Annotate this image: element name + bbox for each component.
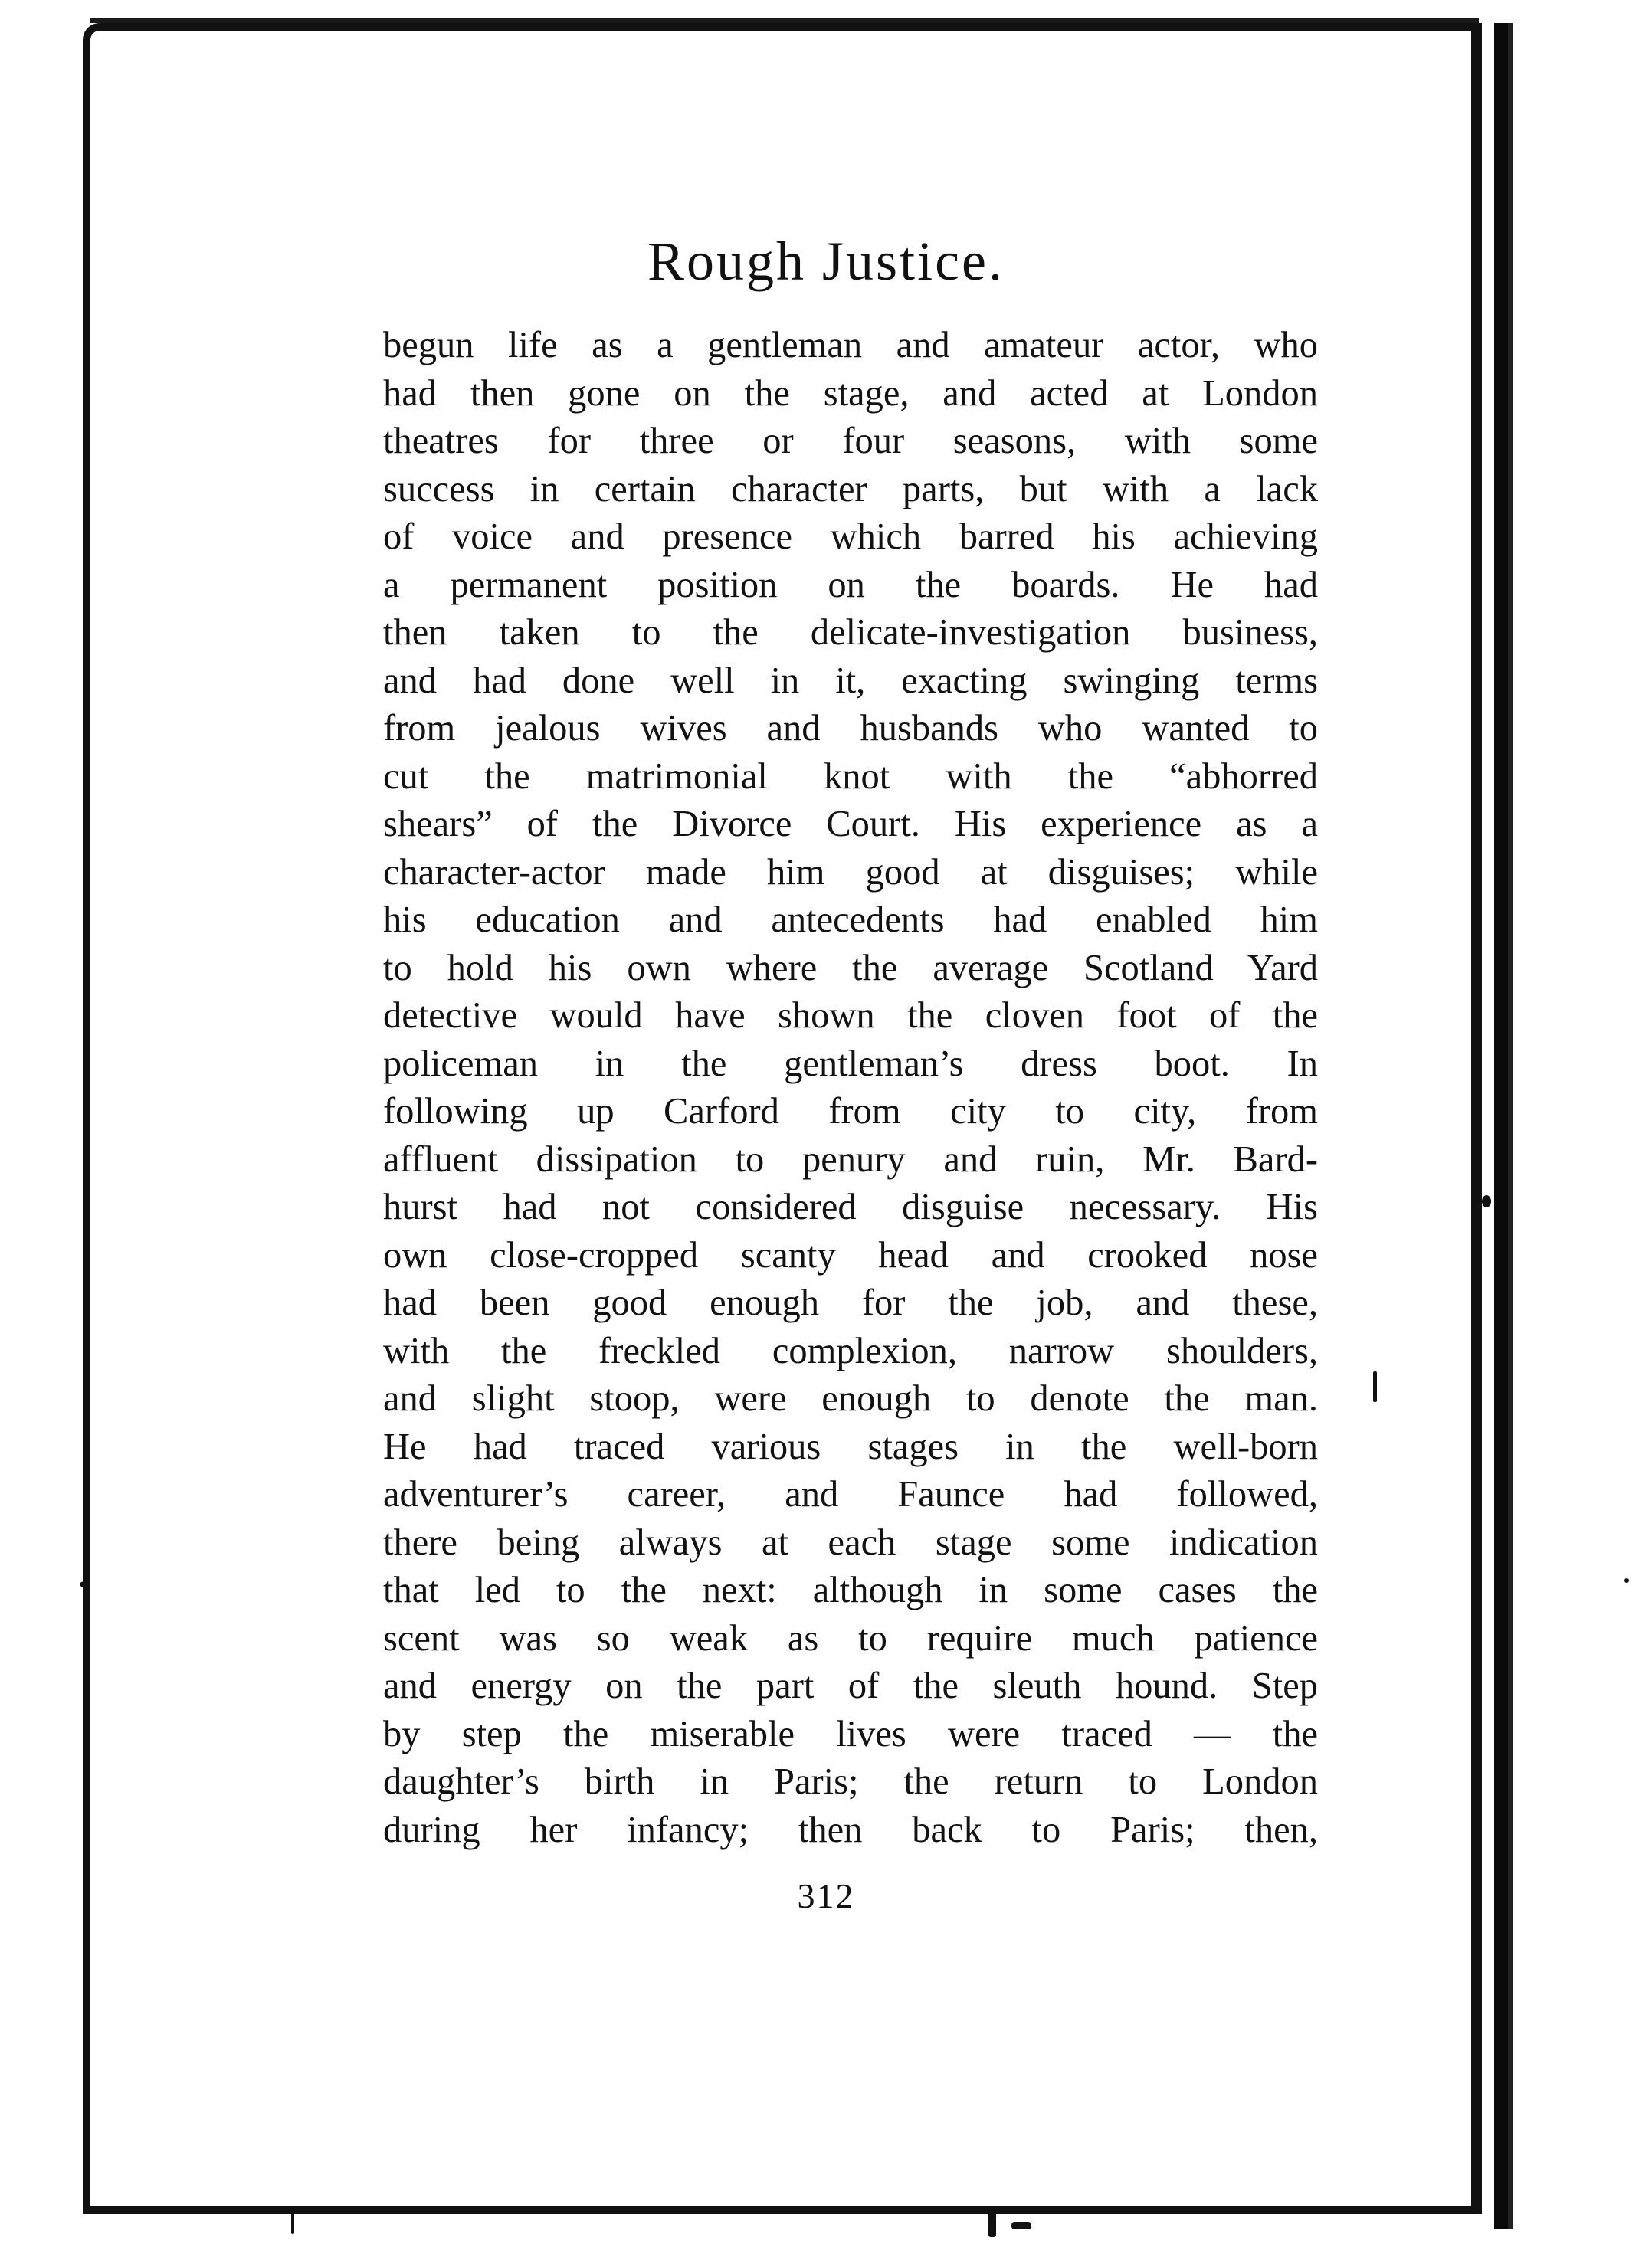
scan-speck	[988, 2206, 996, 2237]
text-line: a permanent position on the boards. He had	[383, 564, 1318, 605]
page-number: 312	[797, 1876, 855, 1915]
text-line: daughter’s birth in Paris; the return to London	[383, 1761, 1318, 1802]
running-head: Rough Justice.	[647, 231, 1005, 292]
text-line: had been good enough for the job, and these,	[383, 1283, 1318, 1323]
text-line: that led to the next: although in some cases the	[383, 1570, 1318, 1610]
scan-speck	[1373, 1371, 1377, 1402]
text-line: there being always at each stage some indication	[383, 1522, 1318, 1563]
body-text	[383, 322, 1318, 1854]
text-line: cut the matrimonial knot with the “abhorred	[383, 755, 1318, 797]
text-line: his education and antecedents had enabled him	[383, 899, 1318, 940]
text-line: had then gone on the stage, and acted at London	[383, 372, 1318, 414]
text-line: and slight stoop, were enough to denote the man.	[383, 1378, 1318, 1419]
text-line: shears” of the Divorce Court. His experience as a	[383, 804, 1318, 844]
text-line: begun life as a gentleman and amateur actor, who	[383, 325, 1318, 365]
text-line: from jealous wives and husbands who wanted to	[383, 708, 1318, 749]
text-line: of voice and presence which barred his achieving	[383, 516, 1318, 557]
text-line: hurst had not considered disguise necessary. His	[383, 1187, 1318, 1227]
text-line: He had traced various stages in the well-born	[383, 1426, 1318, 1467]
scan-speck	[1624, 1578, 1629, 1583]
scan-speck	[291, 2206, 294, 2234]
text-line: and had done well in it, exacting swinging terms	[383, 660, 1318, 701]
text-line: character-actor made him good at disguises; while	[383, 851, 1318, 893]
text-line: and energy on the part of the sleuth hound. Step	[383, 1666, 1318, 1706]
text-line: own close-cropped scanty head and crooked nose	[383, 1234, 1318, 1276]
text-line: affluent dissipation to penury and ruin, Mr. Bard-	[383, 1138, 1318, 1180]
text-line: success in certain character parts, but with a lack	[383, 468, 1318, 509]
text-line: scent was so weak as to require much patience	[383, 1617, 1318, 1659]
scan-speck	[80, 1581, 90, 1587]
text-line: adventurer’s career, and Faunce had followed,	[383, 1474, 1318, 1515]
text-line: theatres for three or four seasons, with some	[383, 421, 1318, 461]
text-line: detective would have shown the cloven foot of the	[383, 995, 1318, 1036]
scan-speck	[1011, 2222, 1031, 2229]
text-line: policeman in the gentleman’s dress boot. In	[383, 1043, 1318, 1084]
text-line: by step the miserable lives were traced — the	[383, 1713, 1318, 1754]
scan-speck	[1482, 1195, 1491, 1207]
text-line: during her infancy; then back to Paris; then,	[383, 1809, 1318, 1850]
text-line: to hold his own where the average Scotland Yard	[383, 947, 1318, 988]
text-line: then taken to the delicate-investigation business,	[383, 612, 1318, 653]
text-line: following up Carford from city to city, from	[383, 1091, 1318, 1132]
text-line: with the freckled complexion, narrow shoulders,	[383, 1330, 1318, 1371]
